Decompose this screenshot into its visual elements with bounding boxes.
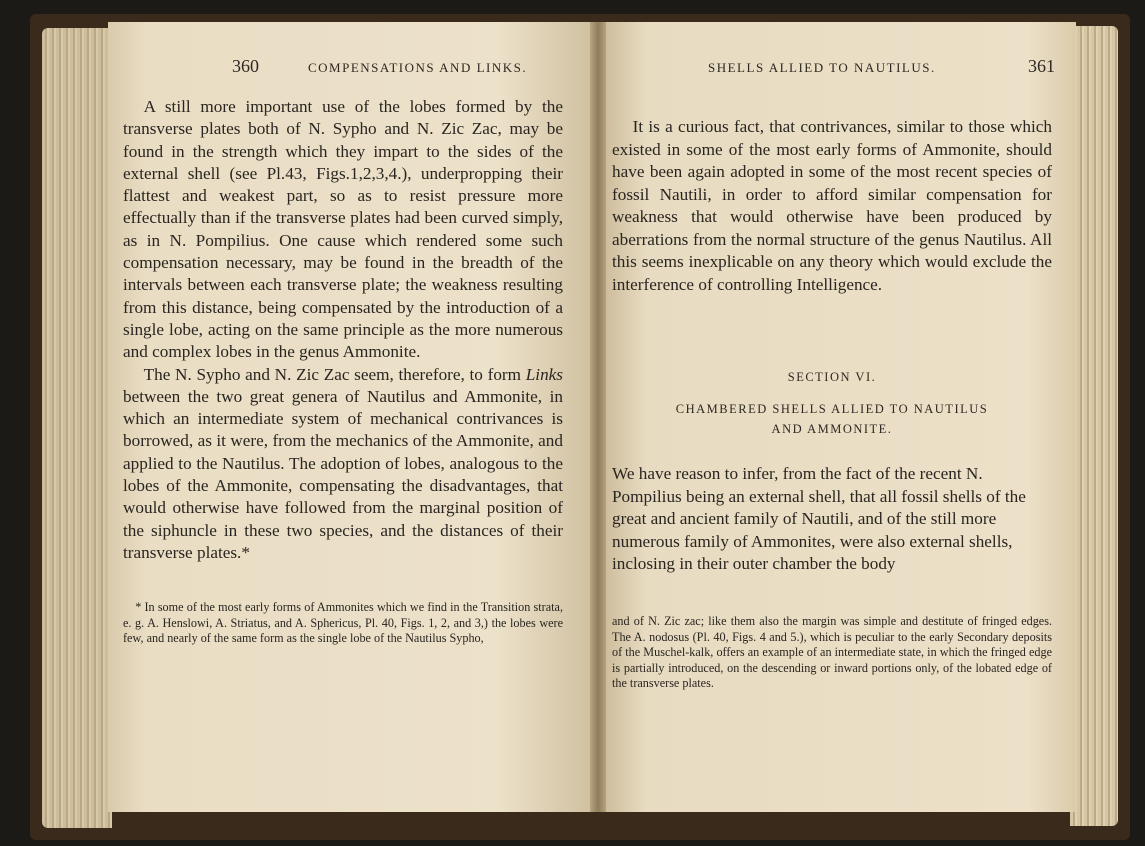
left-paragraph-2-emphasis: Links xyxy=(525,364,563,384)
section-subtitle-line-1: CHAMBERED SHELLS ALLIED TO NAUTILUS xyxy=(675,402,989,416)
left-body-text xyxy=(123,96,563,564)
book-gutter xyxy=(590,22,606,812)
left-paragraph-1: A still more important use of the lobes formed by the transverse plates both of N. Sypho and N. Zic Zac, may be found in the strength which they impart to the sides of the external shell (see Pl.43, Figs.1,2,3,4.), underpropping their flattest and weakest part, so as to resist pressure more effectually than if the transverse plates had been curved simply, as in N. Pompilius. One cause which rendered some such compensation necessary, may be found in the breadth of the intervals between each transverse plate; the weakness resulting from this distance, being compensated by the introduction of a single lobe, acting on the same principle as the more numerous and complex lobes in the genus Ammonite. xyxy=(123,97,563,362)
right-body-text-2 xyxy=(612,446,1052,593)
page-edges-left xyxy=(42,28,112,828)
left-paragraph-2-start: The N. Sypho and N. Zic Zac seem, therefore, to form xyxy=(143,364,526,384)
right-footnote-text: and of N. Zic zac; like them also the margin was simple and destitute of fringed edges. The A. nodosus (Pl. 40, Figs. 4 and 5.), which is peculiar to the early Secondary deposits of the Muschel-kalk, offers an example of an intermediate state, in which the fringed edge is partially introduced, on the descending or inward portions only, of the lobated edge of the transverse plates. xyxy=(612,614,1052,691)
right-paragraph-2: We have reason to infer, from the fact of the recent N. Pompilius being an external shell, that all fossil shells of the great and ancient family of Nautili, and of the still more numerous family of Ammonites, were also external shells, inclosing in their outer chamber the body xyxy=(612,464,1026,574)
right-page-number: 361 xyxy=(1028,56,1055,76)
right-running-head: SHELLS ALLIED TO NAUTILUS. xyxy=(708,60,936,75)
left-page-number: 360 xyxy=(232,56,259,76)
left-footnote-text: * In some of the most early forms of Ammonites which we find in the Transition strata, e. g. A. Henslowi, A. Striatus, and A. Sphericus, Pl. 40, Figs. 1, 2, and 3,) the lobes were few, and nearly of the same form as the single lobe of the Nautilus Sypho, xyxy=(123,600,563,646)
left-running-head: COMPENSATIONS AND LINKS. xyxy=(308,60,528,75)
left-paragraph-2 xyxy=(123,364,563,565)
right-paragraph-1: It is a curious fact, that contrivances, similar to those which existed in some of the most early forms of Ammonite, should have been again adopted in some of the most recent species of fossil Nautili, in order to afford similar compensation for weakness that would otherwise have been produced by aberrations from the normal structure of the genus Nautilus. All this seems inexplicable on any theory which would exclude the interference of controlling Intelligence. xyxy=(612,117,1052,294)
section-heading: SECTION VI. xyxy=(787,370,877,384)
section-subtitle-line-2: AND AMMONITE. xyxy=(771,422,893,436)
left-paragraph-2-rest: between the two great genera of Nautilus and Ammonite, in which an intermediate system of mechanical contrivances is borrowed, as it were, from the mechanics of the Ammonite, and applied to the Nautilus. The adoption of lobes, analogous to the lobes of the Ammonite, compensating the disadvantages, that would otherwise have followed from the marginal position of the siphuncle in these two species, and the distances of their transverse plates.* xyxy=(123,386,563,562)
left-footnote xyxy=(123,600,563,647)
right-body-text xyxy=(612,116,1052,296)
page-edges-right xyxy=(1070,26,1118,826)
right-footnote xyxy=(612,614,1052,692)
